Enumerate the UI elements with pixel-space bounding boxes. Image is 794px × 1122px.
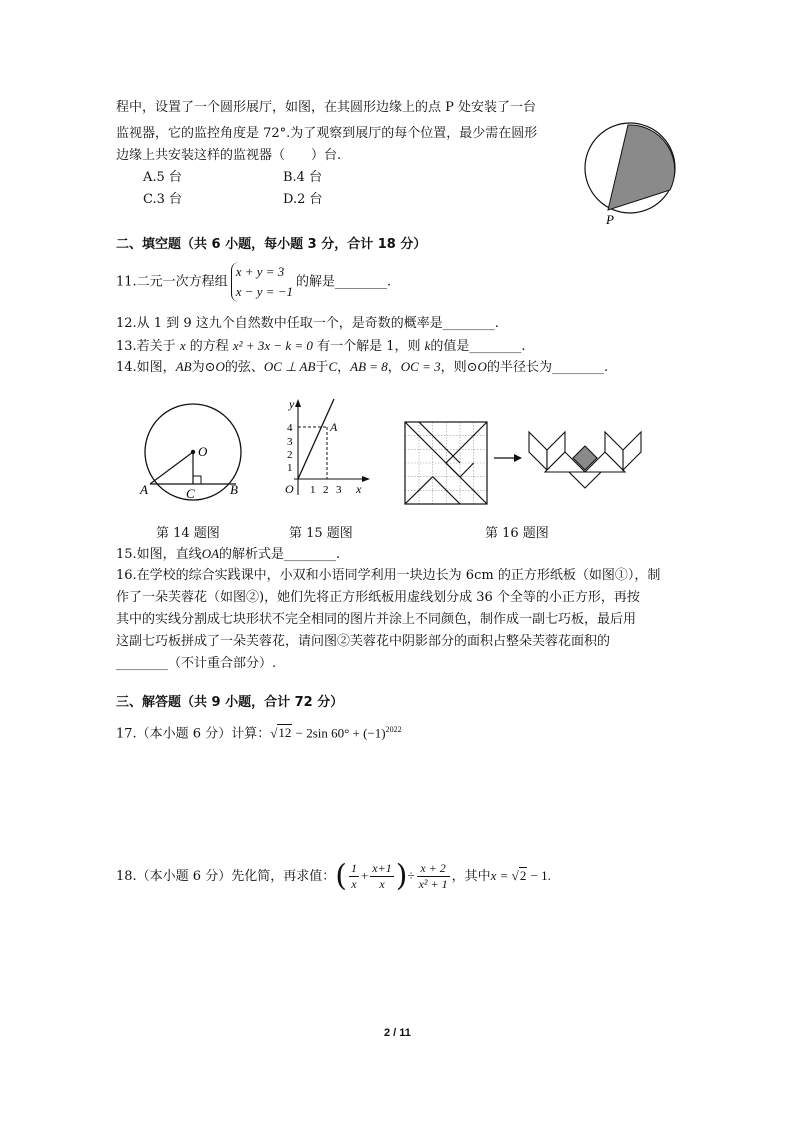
- q14-text-h: 的半径长为________.: [486, 360, 609, 375]
- q10-option-b: B.4 台: [283, 170, 323, 185]
- fig15-ytick-1: 1: [287, 462, 293, 474]
- q16-line4: 这副七巧板拼成了一朵芙蓉花，请问图②芙蓉花中阴影部分的面积占整朵芙蓉花面积的: [116, 634, 611, 649]
- q18-paren-open: (: [335, 858, 347, 894]
- q17-sqrt-sign: √: [270, 725, 278, 741]
- q17-expression: − 2sin 60° + (−1): [292, 725, 386, 741]
- q11: [116, 262, 391, 302]
- q11-suffix: 的解是________.: [296, 274, 392, 290]
- fig15-caption: 第 15 题图: [289, 526, 353, 541]
- fig15-ytick-3: 3: [287, 436, 293, 448]
- q12: 12.从 1 到 9 这九个自然数中任取一个，是奇数的概率是________.: [116, 316, 499, 331]
- fig15-ytick-4: 4: [287, 422, 293, 434]
- q15-oa: OA: [201, 546, 220, 561]
- q18-value-lhs: x =: [490, 868, 512, 883]
- figure-16-square: [402, 420, 490, 506]
- q18: [116, 858, 551, 895]
- fig15-axis-y: y: [289, 397, 295, 411]
- q14-text-e: ，: [337, 360, 351, 375]
- section3-title: 三、解答题（共 9 小题，合计 72 分）: [116, 695, 344, 710]
- q14-text-c: 的弦、: [224, 360, 264, 375]
- q15-text-a: 15.如图，直线: [116, 547, 202, 562]
- q13-var-x: x: [179, 338, 186, 353]
- figure-15: [280, 395, 370, 505]
- q18-f1-num: 1: [350, 861, 357, 875]
- q10-line3: 边缘上共安装这样的监视器（ ）台.: [116, 148, 342, 163]
- q17-prefix: 17.（本小题 6 分）计算：: [116, 726, 271, 742]
- q14-text-f: ，: [387, 360, 401, 375]
- section2-title: 二、填空题（共 6 小题，每小题 3 分，合计 18 分）: [116, 237, 427, 252]
- q18-frac-2: [370, 861, 393, 892]
- q14-text-d: 于: [315, 360, 329, 375]
- fig14-label-b: B: [230, 482, 238, 497]
- q18-mid: ，其中: [451, 869, 491, 884]
- q18-f2-den: x: [379, 877, 385, 891]
- q11-eq1: x + y = 3: [235, 264, 285, 279]
- q15-text-b: 的解析式是________.: [219, 547, 341, 562]
- q14-o-2: O: [477, 359, 487, 374]
- q18-frac-1: [349, 861, 359, 892]
- q14-cond2: AB = 8: [350, 359, 388, 374]
- q10-option-a: A.5 台: [143, 170, 182, 185]
- q18-div: ÷: [407, 868, 415, 883]
- q11-equation-system: [231, 262, 293, 302]
- q11-prefix: 11.二元一次方程组: [116, 274, 228, 290]
- q13-text-4: 的值是________.: [430, 339, 526, 354]
- q14-text-b: 为⊙: [191, 360, 216, 375]
- q17-exponent: 2022: [385, 725, 402, 734]
- point-p-label: P: [606, 212, 614, 227]
- q14-cond1: OC ⊥ AB: [263, 359, 316, 374]
- q17-sqrt-arg: 12: [278, 725, 292, 741]
- q18-f2-num: x+1: [372, 861, 392, 875]
- q18-value-rhs: − 1.: [527, 868, 551, 883]
- q18-frac-3: [417, 861, 450, 892]
- q18-paren-close: ): [395, 858, 408, 894]
- q18-f3-den: x² + 1: [418, 877, 448, 891]
- q14-ab: AB: [175, 359, 192, 374]
- fig15-axis-x: x: [356, 482, 362, 496]
- q13-var-k: k: [424, 338, 431, 353]
- q13-text-1: 13.若关于: [116, 339, 176, 354]
- q10-line1: 程中，设置了一个圆形展厅，如图，在其圆形边缘上的点 P 处安装了一台: [116, 100, 537, 115]
- q10-option-c: C.3 台: [143, 192, 183, 207]
- fig14-label-a: A: [140, 482, 148, 497]
- fig15-ytick-2: 2: [287, 449, 293, 461]
- q18-f3-num: x + 2: [417, 861, 450, 877]
- q16-line2: 作了一朵芙蓉花（如图②)，她们先将正方形纸板用虚线划分成 36 个全等的小正方形，再按: [116, 590, 640, 605]
- q18-prefix: 18.（本小题 6 分）先化简，再求值：: [116, 869, 336, 884]
- q15: [116, 544, 340, 565]
- q14-text-a: 14.如图，: [116, 360, 176, 375]
- fig15-point-a: A: [330, 420, 338, 434]
- q13: [116, 336, 526, 357]
- fig15-xtick-2: 2: [323, 484, 329, 496]
- fig15-xtick-3: 3: [336, 484, 342, 496]
- q11-eq2: x − y = −1: [235, 284, 294, 299]
- q14-c: C: [328, 359, 338, 374]
- fig15-origin: O: [285, 482, 294, 496]
- fig14-label-c: C: [186, 486, 195, 501]
- fig14-caption: 第 14 题图: [156, 526, 220, 541]
- q10-line2: 监视器，它的监控角度是 72°.为了观察到展厅的每个位置，最少需在圆形: [116, 126, 538, 141]
- q17: [116, 720, 402, 744]
- q13-text-3: 有一个解是 1，则: [317, 339, 421, 354]
- q14-o: O: [215, 359, 225, 374]
- q14-cond3: OC = 3: [400, 359, 441, 374]
- q18-value-sqrt: 2: [519, 868, 527, 883]
- q14-text-g: ，则⊙: [440, 360, 478, 375]
- q13-text-2: 的方程: [189, 339, 229, 354]
- q10-circle-figure: [580, 120, 680, 230]
- q16-line5: ________（不计重合部分）.: [116, 656, 277, 671]
- q10-option-d: D.2 台: [283, 192, 323, 207]
- fig15-xtick-1: 1: [310, 484, 316, 496]
- q13-equation: x² + 3x − k = 0: [232, 338, 313, 353]
- q18-f1-den: x: [351, 877, 357, 891]
- q16-line3: 其中的实线分割成七块形状不完全相同的图片并涂上不同颜色，制作成一副七巧板，最后用: [116, 612, 637, 627]
- figure-16-flower: [525, 412, 645, 498]
- q18-sqrt-sign: √: [511, 868, 519, 883]
- q18-plus: +: [360, 868, 369, 883]
- q14: [116, 357, 608, 378]
- fig14-label-o: O: [198, 444, 208, 459]
- fig16-caption: 第 16 题图: [485, 526, 549, 541]
- page-number: 2 / 11: [384, 1027, 411, 1039]
- figure-14: [136, 400, 252, 504]
- arrow-icon: [492, 452, 524, 464]
- q16-line1: 16.在学校的综合实践课中，小双和小语同学利用一块边长为 6cm 的正方形纸板（如图①），制: [116, 568, 661, 583]
